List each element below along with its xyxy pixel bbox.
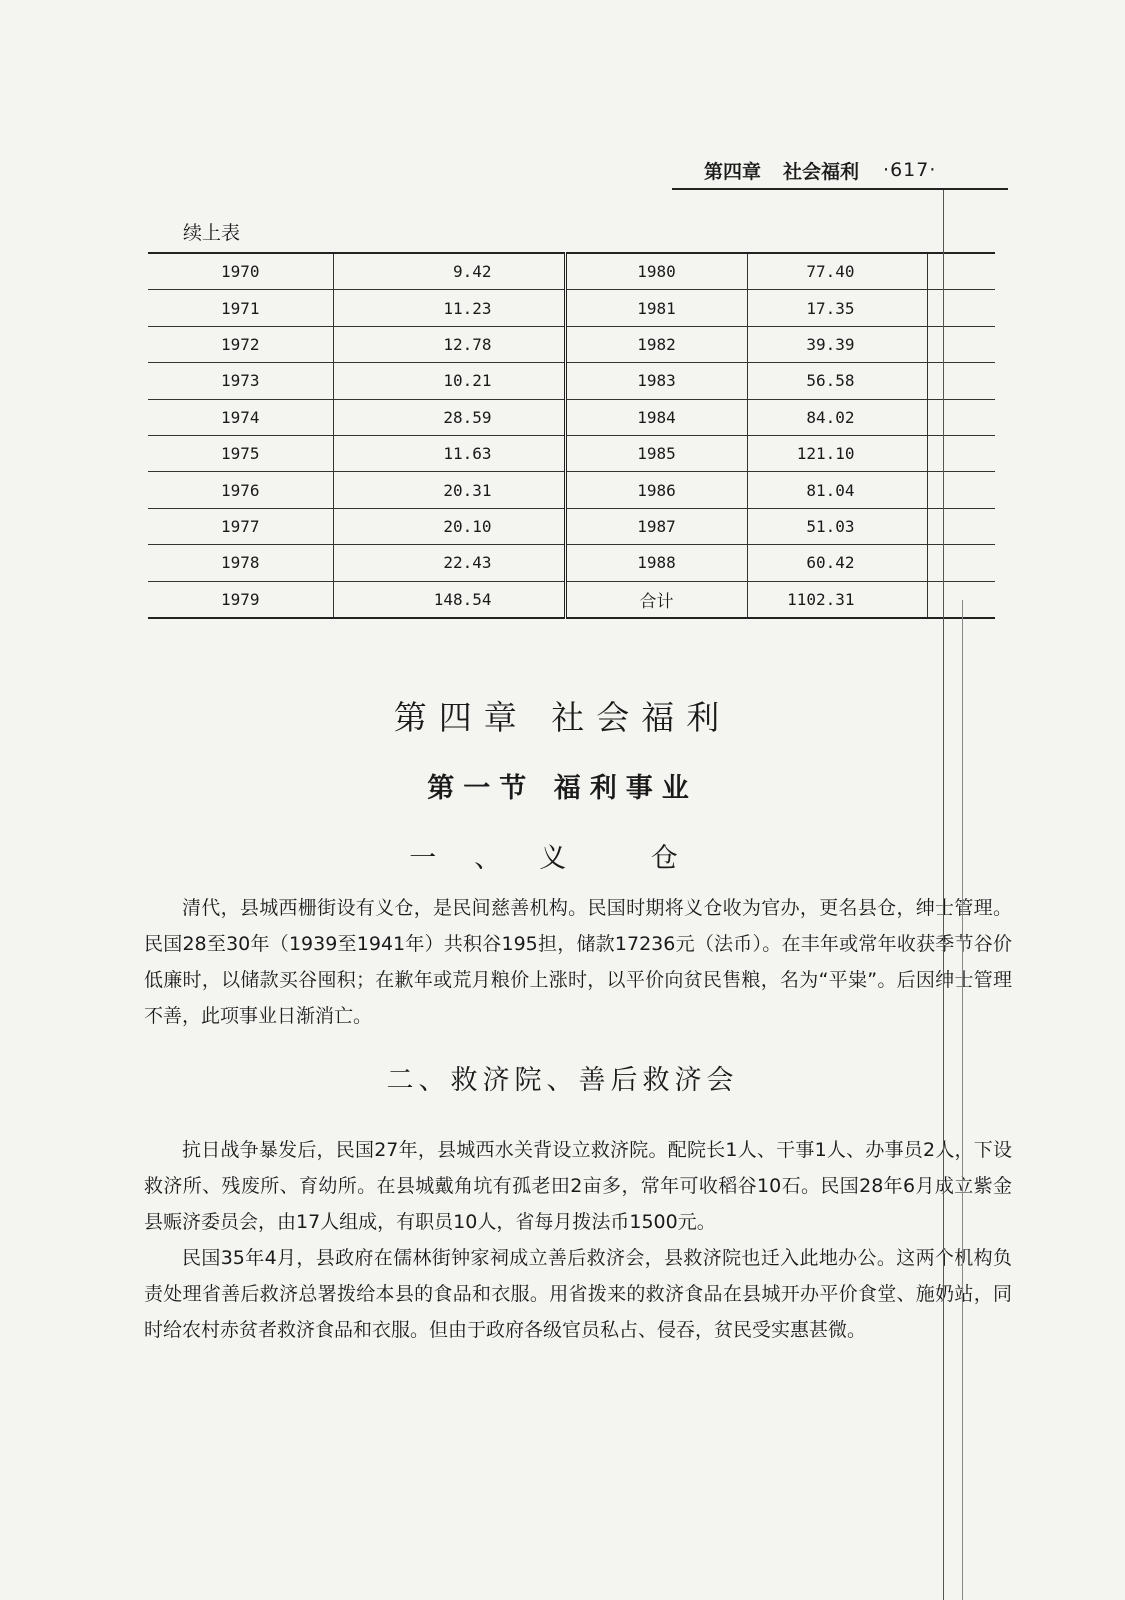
value-a-cell: 20.10 — [333, 508, 565, 544]
year-a-cell: 1971 — [148, 290, 333, 326]
value-b-cell: 121.10 — [747, 435, 927, 471]
year-b-cell: 1981 — [565, 290, 747, 326]
year-a-cell: 1970 — [148, 253, 333, 290]
year-b-cell: 1984 — [565, 399, 747, 435]
value-a-cell: 12.78 — [333, 326, 565, 362]
margin-rule — [943, 190, 944, 1600]
empty-cell — [927, 253, 995, 290]
empty-cell — [927, 472, 995, 508]
table-row — [148, 363, 995, 399]
table-row — [148, 581, 995, 618]
empty-cell — [927, 581, 995, 618]
value-b-cell: 39.39 — [747, 326, 927, 362]
empty-cell — [927, 290, 995, 326]
year-b-cell: 1982 — [565, 326, 747, 362]
header-title: 社会福利 — [783, 160, 860, 183]
table-row — [148, 508, 995, 544]
table-row — [148, 399, 995, 435]
value-b-cell: 1102.31 — [747, 581, 927, 618]
table-row — [148, 435, 995, 471]
year-b-cell: 合计 — [565, 581, 747, 618]
value-b-cell: 77.40 — [747, 253, 927, 290]
page-number: ·617· — [883, 159, 937, 181]
year-a-cell: 1973 — [148, 363, 333, 399]
empty-cell — [927, 399, 995, 435]
value-a-cell: 11.23 — [333, 290, 565, 326]
value-b-cell: 84.02 — [747, 399, 927, 435]
paragraph: 清代，县城西栅街设有义仓，是民间慈善机构。民国时期将义仓收为官办，更名县仓，绅士管理。民国28至30年（1939至1941年）共积谷195担，储款17236元（法币）。在丰年或常年收获季节谷价低廉时，以储款买谷囤积；在歉年或荒月粮价上涨时，以平价向贫民售粮，名为“平粜”。后因绅士管理不善，此项事业日渐消亡。 — [144, 897, 1012, 1027]
subsection-title-granary: 一、义 仓 — [409, 843, 716, 874]
value-a-cell: 20.31 — [333, 472, 565, 508]
table-row — [148, 253, 995, 290]
value-a-cell: 9.42 — [333, 253, 565, 290]
year-a-cell: 1978 — [148, 545, 333, 581]
table-row — [148, 545, 995, 581]
empty-cell — [927, 363, 995, 399]
year-a-cell: 1975 — [148, 435, 333, 471]
value-b-cell: 56.58 — [747, 363, 927, 399]
subsection-title-relief: 二、救济院、善后救济会 — [386, 1065, 739, 1096]
year-a-cell: 1976 — [148, 472, 333, 508]
margin-rule — [962, 600, 963, 1600]
value-b-cell: 17.35 — [747, 290, 927, 326]
value-a-cell: 10.21 — [333, 363, 565, 399]
table-caption: 续上表 — [183, 222, 241, 244]
value-b-cell: 81.04 — [747, 472, 927, 508]
running-header — [672, 152, 1008, 190]
year-a-cell: 1979 — [148, 581, 333, 618]
year-b-cell: 1988 — [565, 545, 747, 581]
table-row — [148, 326, 995, 362]
chapter-title: 第四章 社会福利 — [393, 698, 732, 737]
value-a-cell: 28.59 — [333, 399, 565, 435]
section-title: 第一节 福利事业 — [427, 773, 698, 804]
paragraph: 民国35年4月，县政府在儒林街钟家祠成立善后救济会，县救济院也迁入此地办公。这两个机构负责处理省善后救济总署拨给本县的食品和衣服。用省拨来的救济食品在县城开办平价食堂、施奶站，同时给农村赤贫者救济食品和衣服。但由于政府各级官员私占、侵吞，贫民受实惠甚微。 — [144, 1247, 1012, 1341]
value-b-cell: 51.03 — [747, 508, 927, 544]
table-row — [148, 472, 995, 508]
table-row — [148, 290, 995, 326]
header-chapter: 第四章 — [704, 160, 762, 183]
year-b-cell: 1983 — [565, 363, 747, 399]
value-b-cell: 60.42 — [747, 545, 927, 581]
year-b-cell: 1986 — [565, 472, 747, 508]
year-a-cell: 1977 — [148, 508, 333, 544]
year-b-cell: 1985 — [565, 435, 747, 471]
year-b-cell: 1987 — [565, 508, 747, 544]
empty-cell — [927, 326, 995, 362]
year-b-cell: 1980 — [565, 253, 747, 290]
value-a-cell: 11.63 — [333, 435, 565, 471]
empty-cell — [927, 435, 995, 471]
empty-cell — [927, 545, 995, 581]
table-body — [148, 253, 995, 618]
paragraph: 抗日战争暴发后，民国27年，县城西水关背设立救济院。配院长1人、干事1人、办事员2人，下设救济所、残废所、育幼所。在县城戴角坑有孤老田2亩多，常年可收稻谷10石。民国28年6月成立紫金县赈济委员会，由17人组成，有职员10人，省每月拨法币1500元。 — [144, 1139, 1012, 1233]
value-a-cell: 148.54 — [333, 581, 565, 618]
value-a-cell: 22.43 — [333, 545, 565, 581]
year-a-cell: 1974 — [148, 399, 333, 435]
data-table — [148, 252, 995, 619]
empty-cell — [927, 508, 995, 544]
year-a-cell: 1972 — [148, 326, 333, 362]
